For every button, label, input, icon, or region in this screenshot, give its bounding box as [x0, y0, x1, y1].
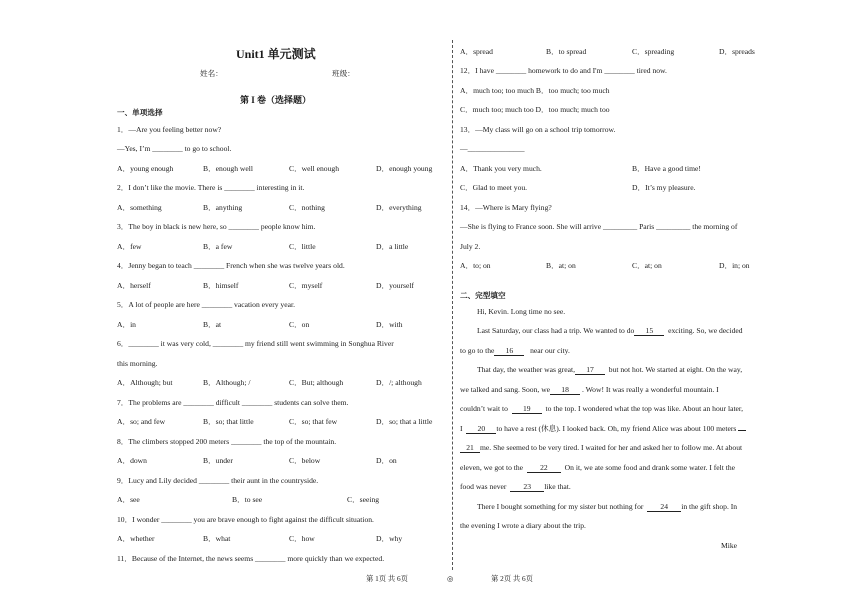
question-stem: 4．Jenny began to teach ________ French when she was twelve years old. — [117, 261, 345, 270]
option: D．spreads — [719, 47, 755, 56]
question-stem: 14．—Where is Mary flying? — [460, 203, 552, 212]
option: A．few — [117, 242, 142, 251]
question-stem: 12．I have ________ homework to do and I'm ________ tired now. — [460, 66, 667, 75]
option: A．young enough — [117, 164, 174, 173]
letter-signature: Mike — [721, 541, 738, 550]
option: B．at — [203, 320, 222, 329]
option: B．Have a good time! — [632, 164, 701, 173]
page-number-right: 第 2页 共 6页 — [491, 574, 533, 583]
cloze-line — [460, 346, 570, 356]
page-title: Unit1 单元测试 — [236, 47, 316, 61]
cloze-blank: 15 — [634, 326, 664, 336]
question-stem: 5．A lot of people are here ________ vacation every year. — [117, 300, 295, 309]
binding-mark-icon: ◎ — [447, 574, 454, 583]
option: B．anything — [203, 203, 243, 212]
cloze-text: exciting. So, we decided — [668, 326, 743, 335]
part-title: 第 I 卷（选择题） — [240, 95, 312, 105]
option: A．to; on — [460, 261, 491, 270]
cloze-text: in the gift shop. In — [681, 502, 738, 511]
option: B．what — [203, 534, 231, 543]
question-stem: 10．I wonder ________ you are brave enough to fight against the difficult situation. — [117, 515, 374, 524]
option: C．on — [289, 320, 310, 329]
cloze-blank: 22 — [527, 463, 561, 473]
cloze-line — [460, 424, 746, 434]
question-stem: 11．Because of the Internet, the news seems ________ more quickly than we expected. — [117, 554, 385, 563]
cloze-line — [477, 502, 737, 512]
option: C．little — [289, 242, 316, 251]
section-heading-cloze: 二、完型填空 — [460, 291, 506, 300]
option: B．himself — [203, 281, 239, 290]
cloze-text: near our city. — [530, 346, 570, 355]
cloze-text: Last Saturday, our class had a trip. We wanted to do — [477, 326, 635, 335]
cloze-text: to have a rest (休息). I looked back. Oh, my friend Alice was about 100 meters — [496, 424, 737, 433]
option: D．with — [376, 320, 403, 329]
option: A．Although; but — [117, 378, 173, 387]
option: C．at; on — [632, 261, 662, 270]
cloze-line — [460, 463, 735, 473]
cloze-blank-tail — [738, 430, 746, 431]
cloze-text: food was never — [460, 482, 507, 491]
cloze-text: I — [460, 424, 463, 433]
option: C．myself — [289, 281, 323, 290]
option: D．in; on — [719, 261, 750, 270]
option: A．so; and few — [117, 417, 166, 426]
cloze-blank: 17 — [575, 365, 605, 375]
cloze-text: . Wow! It was really a wonderful mountain. I — [581, 385, 719, 394]
option: D．everything — [376, 203, 422, 212]
cloze-text: we talked and sang. Soon, we — [460, 385, 551, 394]
option: C．much too; much too D．too much; much too — [460, 105, 610, 114]
question-stem: 8．The climbers stopped 200 meters ________ the top of the mountain. — [117, 437, 337, 446]
cloze-blank: 23 — [510, 482, 544, 492]
cloze-blank: 16 — [494, 346, 524, 356]
option: C．how — [289, 534, 315, 543]
cloze-blank: 21 — [460, 443, 480, 453]
question-stem: 9．Lucy and Lily decided ________ their aunt in the countryside. — [117, 476, 319, 485]
cloze-text: but not hot. We started at eight. On the way, — [608, 365, 743, 374]
option: C．so; that few — [289, 417, 338, 426]
cloze-line — [460, 404, 743, 414]
option: A．herself — [117, 281, 151, 290]
option: D．yourself — [376, 281, 414, 290]
column-divider — [452, 40, 453, 570]
question-stem: 3．The boy in black is new here, so ________ people know him. — [117, 222, 316, 231]
question-stem: —Yes, I’m ________ to go to school. — [117, 144, 232, 153]
cloze-line: the evening I wrote a diary about the trip. — [460, 521, 586, 530]
cloze-blank: 19 — [512, 404, 542, 414]
option: C．seeing — [347, 495, 380, 504]
cloze-text: There I bought something for my sister but nothing for — [477, 502, 644, 511]
option: A．much too; too much B．too much; too much — [460, 86, 610, 95]
option: B．enough well — [203, 164, 253, 173]
question-stem: 7．The problems are ________ difficult ________ students can solve them. — [117, 398, 349, 407]
cloze-line — [477, 365, 742, 375]
cloze-blank: 18 — [550, 385, 580, 395]
option: C．But; although — [289, 378, 344, 387]
cloze-text: That day, the weather was great, — [477, 365, 575, 374]
cloze-text: eleven, we got to the — [460, 463, 524, 472]
option: B．at; on — [546, 261, 576, 270]
option: C．nothing — [289, 203, 325, 212]
option: B．so; that little — [203, 417, 254, 426]
cloze-text: to the top. I wondered what the top was like. About an hour later, — [545, 404, 744, 413]
option: A．see — [117, 495, 140, 504]
option: B．to see — [232, 495, 263, 504]
option: D．a little — [376, 242, 409, 251]
option: A．in — [117, 320, 136, 329]
option: B．Although; / — [203, 378, 251, 387]
cloze-line — [460, 482, 571, 492]
cloze-line — [460, 443, 742, 453]
question-stem: 2．I don’t like the movie. There is ________ interesting in it. — [117, 183, 305, 192]
section-heading-single-choice: 一、单项选择 — [117, 108, 163, 117]
option: B．to spread — [546, 47, 587, 56]
option: D．It’s my pleasure. — [632, 183, 696, 192]
option: D．why — [376, 534, 403, 543]
name-label: 姓名： — [200, 69, 223, 78]
cloze-text: On it, we ate some food and drank some water. I felt the — [564, 463, 736, 472]
option: A．down — [117, 456, 147, 465]
option: C．spreading — [632, 47, 675, 56]
option: C．Glad to meet you. — [460, 183, 528, 192]
cloze-text: like that. — [544, 482, 571, 491]
option: C．well enough — [289, 164, 339, 173]
cloze-line: Hi, Kevin. Long time no see. — [477, 307, 566, 316]
page-number-left: 第 1页 共 6页 — [366, 574, 408, 583]
option: A．Thank you very much. — [460, 164, 542, 173]
question-stem: July 2. — [460, 242, 481, 251]
option: B．under — [203, 456, 233, 465]
option: D．on — [376, 456, 397, 465]
cloze-text: me. She seemed to be very tired. I waited for her and asked her to follow me. At about — [480, 443, 743, 452]
question-stem: 1．—Are you feeling better now? — [117, 125, 222, 134]
question-stem: 13．—My class will go on a school trip tomorrow. — [460, 125, 616, 134]
class-label: 班级： — [332, 69, 355, 78]
cloze-text: couldn’t wait to — [460, 404, 508, 413]
option: D．so; that a little — [376, 417, 433, 426]
option: A．spread — [460, 47, 493, 56]
cloze-text: to go to the — [460, 346, 495, 355]
cloze-line — [460, 385, 719, 395]
option: A．something — [117, 203, 162, 212]
option: A．whether — [117, 534, 155, 543]
cloze-blank: 24 — [647, 502, 681, 512]
question-stem: —She is flying to France soon. She will arrive _________ Paris _________ the morning of — [460, 222, 738, 231]
cloze-blank: 20 — [466, 424, 496, 434]
option: B．a few — [203, 242, 233, 251]
option: D．enough young — [376, 164, 433, 173]
cloze-line — [477, 326, 743, 336]
option: C．below — [289, 456, 321, 465]
question-stem: —_______________ — [460, 144, 525, 153]
option: D．/; although — [376, 378, 422, 387]
question-stem: this morning. — [117, 359, 158, 368]
question-stem: 6．________ it was very cold, ________ my friend still went swimming in Songhua River — [117, 339, 394, 348]
